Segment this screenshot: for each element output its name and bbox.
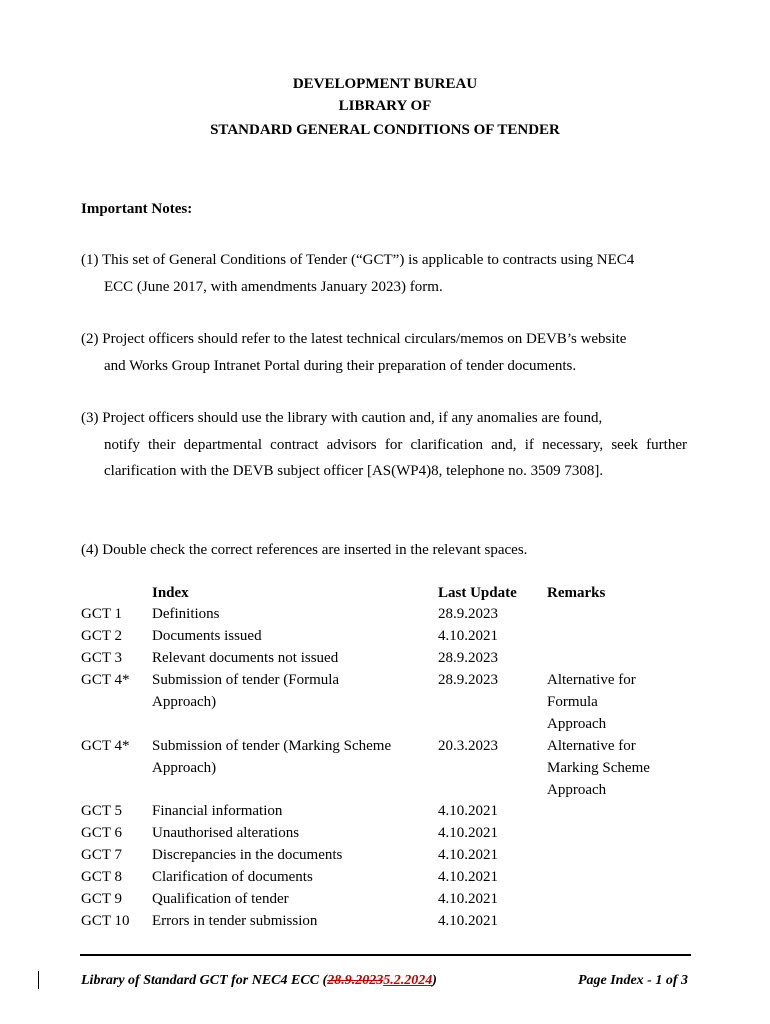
column-header-last-update: Last Update (438, 585, 517, 601)
important-notes-title: Important Notes: (81, 201, 193, 217)
table-row-id: GCT 6 (81, 825, 122, 841)
table-row-index: Discrepancies in the documents (152, 847, 343, 863)
table-row-date: 28.9.2023 (438, 672, 498, 688)
table-row-index: Submission of tender (Marking Scheme (152, 738, 392, 754)
table-row-date: 28.9.2023 (438, 650, 498, 666)
note-4 (81, 537, 687, 564)
note-1-first-line: (1) This set of General Conditions of Tender (“GCT”) is applicable to contracts using NEC4 (81, 252, 635, 268)
heading-bureau: DEVELOPMENT BUREAU (292, 76, 478, 92)
table-row-id: GCT 8 (81, 869, 122, 885)
table-row-id: GCT 3 (81, 650, 122, 666)
table-row-id: GCT 10 (81, 913, 130, 929)
table-row-date: 20.3.2023 (438, 738, 498, 754)
table-row-index: Definitions (152, 606, 220, 622)
footer-divider (80, 954, 691, 956)
table-row-id: GCT 4* (81, 672, 130, 688)
table-row-id: GCT 1 (81, 606, 122, 622)
note-2 (81, 326, 687, 379)
table-row-date: 4.10.2021 (438, 913, 498, 929)
note-3 (81, 405, 687, 485)
table-row-id: GCT 9 (81, 891, 122, 907)
table-row-index: Qualification of tender (152, 891, 289, 907)
note-3-first-line: (3) Project officers should use the library with caution and, if any anomalies are found, (81, 410, 603, 426)
footer-document-reference (81, 973, 437, 989)
heading-library: LIBRARY OF (338, 98, 432, 114)
footer-suffix: ) (432, 973, 437, 988)
revision-margin-bar (38, 971, 39, 989)
table-row-index: Errors in tender submission (152, 913, 318, 929)
note-2-continuation: and Works Group Intranet Portal during their preparation of tender documents. (104, 357, 577, 374)
note-2-first-line: (2) Project officers should refer to the latest technical circulars/memos on DEVB’s website (81, 331, 627, 347)
table-row-index: Documents issued (152, 628, 262, 644)
table-row-date: 4.10.2021 (438, 869, 498, 885)
footer-prefix: Library of Standard GCT for NEC4 ECC ( (81, 973, 328, 988)
table-row-index: Financial information (152, 803, 283, 819)
footer-inserted-date: 5.2.2024 (383, 973, 433, 988)
heading-title: STANDARD GENERAL CONDITIONS OF TENDER (210, 122, 560, 138)
table-row-index: Submission of tender (Formula (152, 672, 340, 688)
note-1 (81, 247, 687, 300)
table-row-index-continued: Approach) (152, 760, 217, 776)
table-row-remarks: Approach (547, 782, 607, 798)
table-row-id: GCT 4* (81, 738, 130, 754)
table-row-remarks: Formula (547, 694, 598, 710)
note-1-continuation: ECC (June 2017, with amendments January 2023) form. (104, 278, 443, 295)
footer-page-index: Page Index - 1 of 3 (577, 973, 688, 988)
table-row-id: GCT 2 (81, 628, 122, 644)
table-row-date: 4.10.2021 (438, 891, 498, 907)
table-row-date: 4.10.2021 (438, 825, 498, 841)
table-row-id: GCT 7 (81, 847, 122, 863)
table-row-index: Relevant documents not issued (152, 650, 339, 666)
table-row-remarks: Marking Scheme (547, 760, 650, 776)
table-row-index-continued: Approach) (152, 694, 217, 710)
table-row-remarks: Alternative for (547, 738, 636, 754)
column-header-remarks: Remarks (547, 585, 606, 601)
footer-deleted-date: 28.9.2023 (327, 973, 384, 988)
table-row-date: 4.10.2021 (438, 847, 498, 863)
table-row-date: 4.10.2021 (438, 803, 498, 819)
table-row-date: 4.10.2021 (438, 628, 498, 644)
table-row-date: 28.9.2023 (438, 606, 498, 622)
table-row-remarks: Approach (547, 716, 607, 732)
note-3-continuation: notify their departmental contract advisors for clarification and, if necessary, seek further clarification with the DEVB subject officer [AS(WP4)8, telephone no. 3509 7308]. (104, 436, 687, 479)
table-row-remarks: Alternative for (547, 672, 636, 688)
table-row-index: Unauthorised alterations (152, 825, 300, 841)
column-header-index: Index (152, 585, 189, 601)
table-row-index: Clarification of documents (152, 869, 313, 885)
note-4-first-line: (4) Double check the correct references are inserted in the relevant spaces. (81, 542, 528, 558)
table-row-id: GCT 5 (81, 803, 122, 819)
